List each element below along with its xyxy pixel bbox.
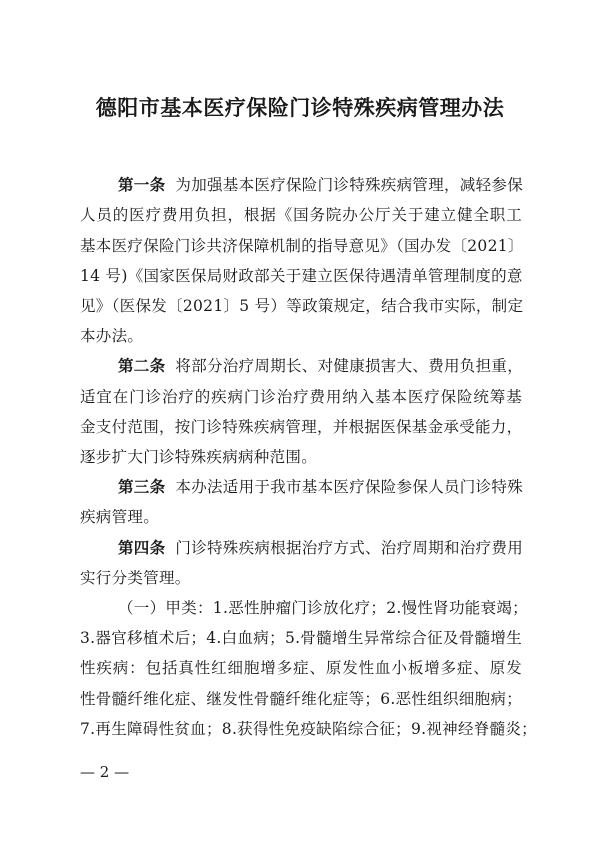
article-4-line-1 <box>118 538 522 558</box>
article-3-text-1: 本办法适用于我市基本医疗保险参保人员门诊特殊 <box>175 478 524 496</box>
article-2-line-3: 金支付范围，按门诊特殊疾病管理，并根据医保基金承受能力， <box>80 418 523 436</box>
article-1-label: 第一条 <box>118 175 166 194</box>
article-1-line-1 <box>118 175 522 195</box>
article-2-text-1: 将部分治疗周期长、对健康损害大、费用负担重， <box>175 357 524 375</box>
page-number: — 2 — <box>80 763 130 781</box>
article-3-line-2: 疾病管理。 <box>80 508 160 526</box>
article-4-text-1: 门诊特殊疾病根据治疗方式、治疗周期和治疗费用 <box>175 539 524 557</box>
article-1-line-6: 本办法。 <box>80 327 144 345</box>
article-4-line-2: 实行分类管理。 <box>80 569 191 587</box>
article-2-line-4: 逐步扩大门诊特殊疾病病种范围。 <box>80 448 318 466</box>
document-title: 德阳市基本医疗保险门诊特殊疾病管理办法 <box>95 95 505 120</box>
article-2-line-1 <box>118 356 522 376</box>
category-a-line-3: 性疾病：包括真性红细胞增多症、原发性血小板增多症、原发 <box>80 659 522 677</box>
category-a-line-5: 7.再生障碍性贫血；8.获得性免疫缺陷综合征；9.视神经脊髓炎； <box>80 720 537 738</box>
article-1-line-2: 人员的医疗费用负担，根据《国务院办公厅关于建立健全职工 <box>80 206 522 224</box>
category-a-line-1: （一）甲类：1.恶性肿瘤门诊放化疗；2.慢性肾功能衰竭； <box>118 599 528 617</box>
article-2-line-2: 适宜在门诊治疗的疾病门诊治疗费用纳入基本医疗保险统筹基 <box>80 388 522 406</box>
article-1-line-5: 见》（医保发〔2021〕5 号）等政策规定，结合我市实际，制定 <box>80 297 524 315</box>
article-3-line-1 <box>118 477 522 497</box>
category-a-line-2: 3.器官移植术后；4.白血病；5.骨髓增生异常综合征及骨髓增生 <box>80 629 522 647</box>
article-2-label: 第二条 <box>118 356 166 375</box>
article-1-line-4: 14 号)《国家医保局财政部关于建立医保待遇清单管理制度的意 <box>80 267 523 285</box>
article-4-label: 第四条 <box>118 538 166 557</box>
article-1-text-1: 为加强基本医疗保险门诊特殊疾病管理，减轻参保 <box>175 176 524 194</box>
article-3-label: 第三条 <box>118 477 166 496</box>
category-a-line-4: 性骨髓纤维化症、继发性骨髓纤维化症等；6.恶性组织细胞病； <box>80 690 522 708</box>
article-1-line-3: 基本医疗保险门诊共济保障机制的指导意见》（国办发〔2021〕 <box>80 237 524 255</box>
